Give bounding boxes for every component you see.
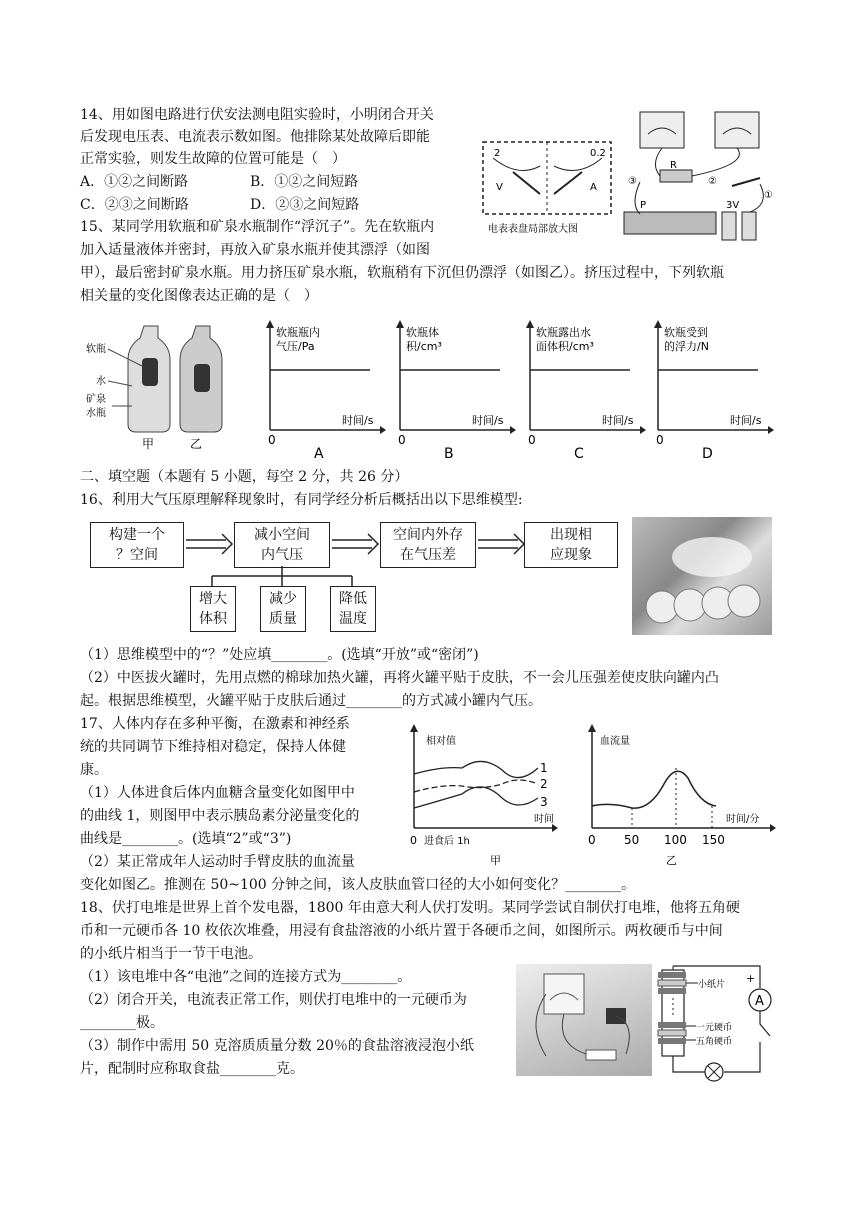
q17-part-2-line-1: （2）某正常成年人运动时手臂皮肤的血流量 [80, 854, 355, 870]
model-box-1-line-1: 构建一个 [109, 527, 165, 543]
graph-c [522, 318, 647, 463]
graph-jia-tick: 进食后 1h [424, 836, 470, 847]
circuit-node-3: ③ [628, 176, 637, 187]
graph-c-ylabel-1: 软瓶露出水 [536, 326, 591, 339]
q14-line-3: 正常实验，则发生故障的位置可能是（ ） [80, 151, 346, 167]
model-box-2-line-1: 减小空间 [254, 527, 310, 543]
graph-jia-ylabel: 相对值 [426, 736, 456, 747]
circuit-node-1: ① [764, 190, 773, 201]
ammeter-photo-icon [516, 964, 652, 1076]
graph-c-letter: C [574, 446, 584, 462]
q14-option-a: A．①②之间断路 [80, 174, 189, 190]
bottle-label-mineral-1: 矿泉 [86, 394, 106, 405]
q16-part-2-line-1: （2）中医拔火罐时，先用点燃的棉球加热火罐，再将火罐平贴于皮肤，不一会儿压强差使皮肤向罐内凸 [80, 670, 719, 686]
q18-line-1: 18、伏打电堆是世界上首个发电器，1800 年由意大利人伏打发明。某同学尝试自制伏打电堆，他将五角硬 [80, 900, 740, 916]
section-2-title: 二、填空题（本题有 5 小题，每空 2 分，共 26 分） [80, 469, 409, 485]
meter-a-label: A [590, 182, 597, 193]
graph-c-xlabel: 时间/s [602, 414, 634, 427]
graph-a [262, 318, 387, 463]
cupping-jars-icon [632, 517, 772, 635]
graph-yi-ylabel: 血流量 [600, 736, 630, 747]
voltaic-pile-photo [516, 964, 652, 1076]
graph-d-origin: 0 [656, 433, 664, 447]
circuit-3v-label: 3V [726, 200, 740, 211]
q17-part-1-line-3: 曲线是________。(选填“2”或“3”) [80, 831, 292, 847]
graph-jia-curve-1: 1 [540, 761, 548, 775]
graph-d-ylabel-2: 的浮力/N [664, 340, 709, 353]
graph-c-origin: 0 [528, 433, 536, 447]
q16-line-1: 16、利用大气压原理解释现象时，有同学经分析后概括出以下思维模型: [80, 492, 523, 508]
graph-yi-tick-150: 150 [702, 833, 725, 847]
q18-part-3-line-2: 片，配制时应称取食盐________克。 [80, 1061, 304, 1077]
voltaic-yuan-label: 一元硬币 [696, 1023, 733, 1033]
graph-b-xlabel: 时间/s [472, 414, 504, 427]
model-box-1-line-2: ？空间 [116, 547, 158, 563]
model-sub-box-2-line-2: 质量 [269, 611, 297, 627]
voltaic-ammeter-label: A [755, 994, 764, 1009]
q18-part-2-line-1: （2）闭合开关，电流表正常工作，则伏打电堆中的一元硬币为 [80, 992, 467, 1008]
graph-a-letter: A [314, 446, 324, 462]
graph-jia-curve-2: 2 [540, 777, 548, 791]
graph-d-letter: D [702, 446, 713, 462]
q14-line-2: 后发现电压表、电流表示数如图。他排除某处故障后即能 [80, 129, 430, 145]
model-box-4-line-1: 出现相 [550, 527, 592, 543]
circuit-p-label: P [640, 200, 647, 211]
fig-jia-label: 甲 [142, 437, 155, 451]
fig-yi-label: 乙 [190, 437, 203, 451]
voltaic-wujiao-label: 五角硬币 [696, 1037, 733, 1047]
model-box-2-line-2: 内气压 [261, 547, 303, 563]
graph-yi [580, 720, 780, 868]
q18-line-3: 的小纸片相当于一节干电池。 [80, 946, 262, 962]
model-box-3-line-2: 在气压差 [400, 547, 456, 563]
meter-v-tick: 2 [494, 148, 501, 159]
graph-c-ylabel-2: 面体积/cm³ [536, 340, 594, 353]
q16-part-2-line-2: 起。根据思维模型，火罐平贴于皮肤后通过________的方式减小罐内气压。 [80, 693, 542, 709]
circuit-node-2: ② [708, 176, 717, 187]
q16-part-1: （1）思维模型中的“？”处应填________。(选填“开放”或“密闭”) [80, 647, 479, 663]
model-box-1 [90, 522, 184, 568]
q14-option-d: D．②③之间短路 [250, 197, 360, 213]
q15-line-1: 15、某同学用软瓶和矿泉水瓶制作“浮沉子”。先在软瓶内 [80, 219, 435, 235]
voltaic-paper-label: 小纸片 [698, 980, 726, 990]
meter-a-tick: 0.2 [590, 148, 606, 159]
graph-b [392, 318, 517, 463]
cupping-photo [632, 517, 772, 635]
q15-line-3: 甲），最后密封矿泉水瓶。用力挤压矿泉水瓶，软瓶稍有下沉但仍漂浮（如图乙）。挤压过程中，下列软瓶 [80, 265, 724, 281]
q15-line-4: 相关量的变化图像表达正确的是（ ） [80, 288, 318, 304]
graph-yi-xlabel: 时间/分 [726, 814, 760, 825]
q15-line-2: 加入适量液体并密封，再放入矿泉水瓶并使其漂浮（如图 [80, 242, 430, 258]
voltaic-circuit-figure [652, 962, 780, 1082]
circuit-r-label: R [670, 160, 677, 171]
model-sub-box-3-line-2: 温度 [339, 611, 367, 627]
graph-d-ylabel-1: 软瓶受到 [664, 326, 708, 339]
meter-caption: 电表表盘局部放大图 [488, 224, 578, 235]
graph-a-ylabel-1: 软瓶瓶内 [276, 326, 320, 339]
model-sub-box-3 [330, 586, 376, 632]
bottle-label-soft: 软瓶 [86, 344, 106, 355]
graph-jia-xlabel: 时间 [534, 814, 554, 825]
graph-a-origin: 0 [268, 433, 276, 447]
q17-line-2: 统的共同调节下维持相对稳定，保持人体健 [80, 739, 346, 755]
graph-jia-curve-3: 3 [540, 795, 548, 809]
graph-jia [402, 720, 562, 868]
graph-b-ylabel-1: 软瓶体 [406, 326, 439, 339]
graph-yi-origin: 0 [588, 833, 596, 847]
model-sub-box-1-line-1: 增大 [199, 591, 227, 607]
circuit-figure [620, 104, 780, 254]
q14-line-1: 14、用如图电路进行伏安法测电阻实验时，小明闭合开关 [80, 107, 434, 123]
meter-zoom-figure [478, 138, 618, 238]
q18-part-3-line-1: （3）制作中需用 50 克溶质质量分数 20％的食盐溶液浸泡小纸 [80, 1038, 474, 1054]
graph-a-xlabel: 时间/s [342, 414, 374, 427]
q17-line-3: 康。 [80, 762, 108, 778]
bottle-label-mineral-2: 水瓶 [86, 408, 106, 419]
voltaic-plus-label: + [746, 972, 756, 985]
q18-line-2: 币和一元硬币各 10 枚依次堆叠，用浸有食盐溶液的小纸片置于各硬币之间，如图所示。两枚硬币与中间 [80, 923, 723, 939]
q18-part-2-line-2: ________极。 [80, 1015, 164, 1031]
model-sub-box-2-line-1: 减少 [269, 591, 297, 607]
bottles-figure [86, 320, 236, 452]
graph-b-letter: B [444, 446, 454, 462]
graph-b-ylabel-2: 积/cm³ [406, 340, 442, 353]
q14-option-c: C．②③之间断路 [80, 197, 189, 213]
q17-part-1-line-2: 的曲线 1，则图甲中表示胰岛素分泌量变化的 [80, 808, 360, 824]
graph-yi-name: 乙 [666, 854, 677, 867]
q17-part-1-line-1: （1）人体进食后体内血糖含量变化如图甲中 [80, 785, 355, 801]
model-sub-box-2 [260, 586, 306, 632]
graph-a-ylabel-2: 气压/Pa [276, 340, 315, 353]
bottle-label-water: 水 [96, 376, 106, 387]
meter-v-label: V [496, 182, 503, 193]
graph-yi-tick-100: 100 [664, 833, 687, 847]
graph-yi-tick-50: 50 [624, 833, 640, 847]
q17-part-2-line-2: 变化如图乙。推测在 50~100 分钟之间，该人皮肤血管口径的大小如何变化？________。 [80, 877, 636, 893]
model-box-4-line-2: 应现象 [550, 547, 592, 563]
graph-jia-origin: 0 [410, 834, 417, 847]
graph-jia-name: 甲 [490, 854, 501, 867]
graph-b-origin: 0 [398, 433, 406, 447]
model-box-3-line-1: 空间内外存 [393, 527, 463, 543]
model-sub-box-1-line-2: 体积 [199, 611, 227, 627]
q18-part-1: （1）该电堆中各“电池”之间的连接方式为________。 [80, 969, 412, 985]
model-sub-box-1 [190, 586, 236, 632]
graph-d-xlabel: 时间/s [730, 414, 762, 427]
model-sub-box-3-line-1: 降低 [339, 591, 367, 607]
graph-d [650, 318, 780, 463]
q17-line-1: 17、人体内存在多种平衡，在激素和神经系 [80, 716, 350, 732]
q14-option-b: B．①②之间短路 [250, 174, 359, 190]
